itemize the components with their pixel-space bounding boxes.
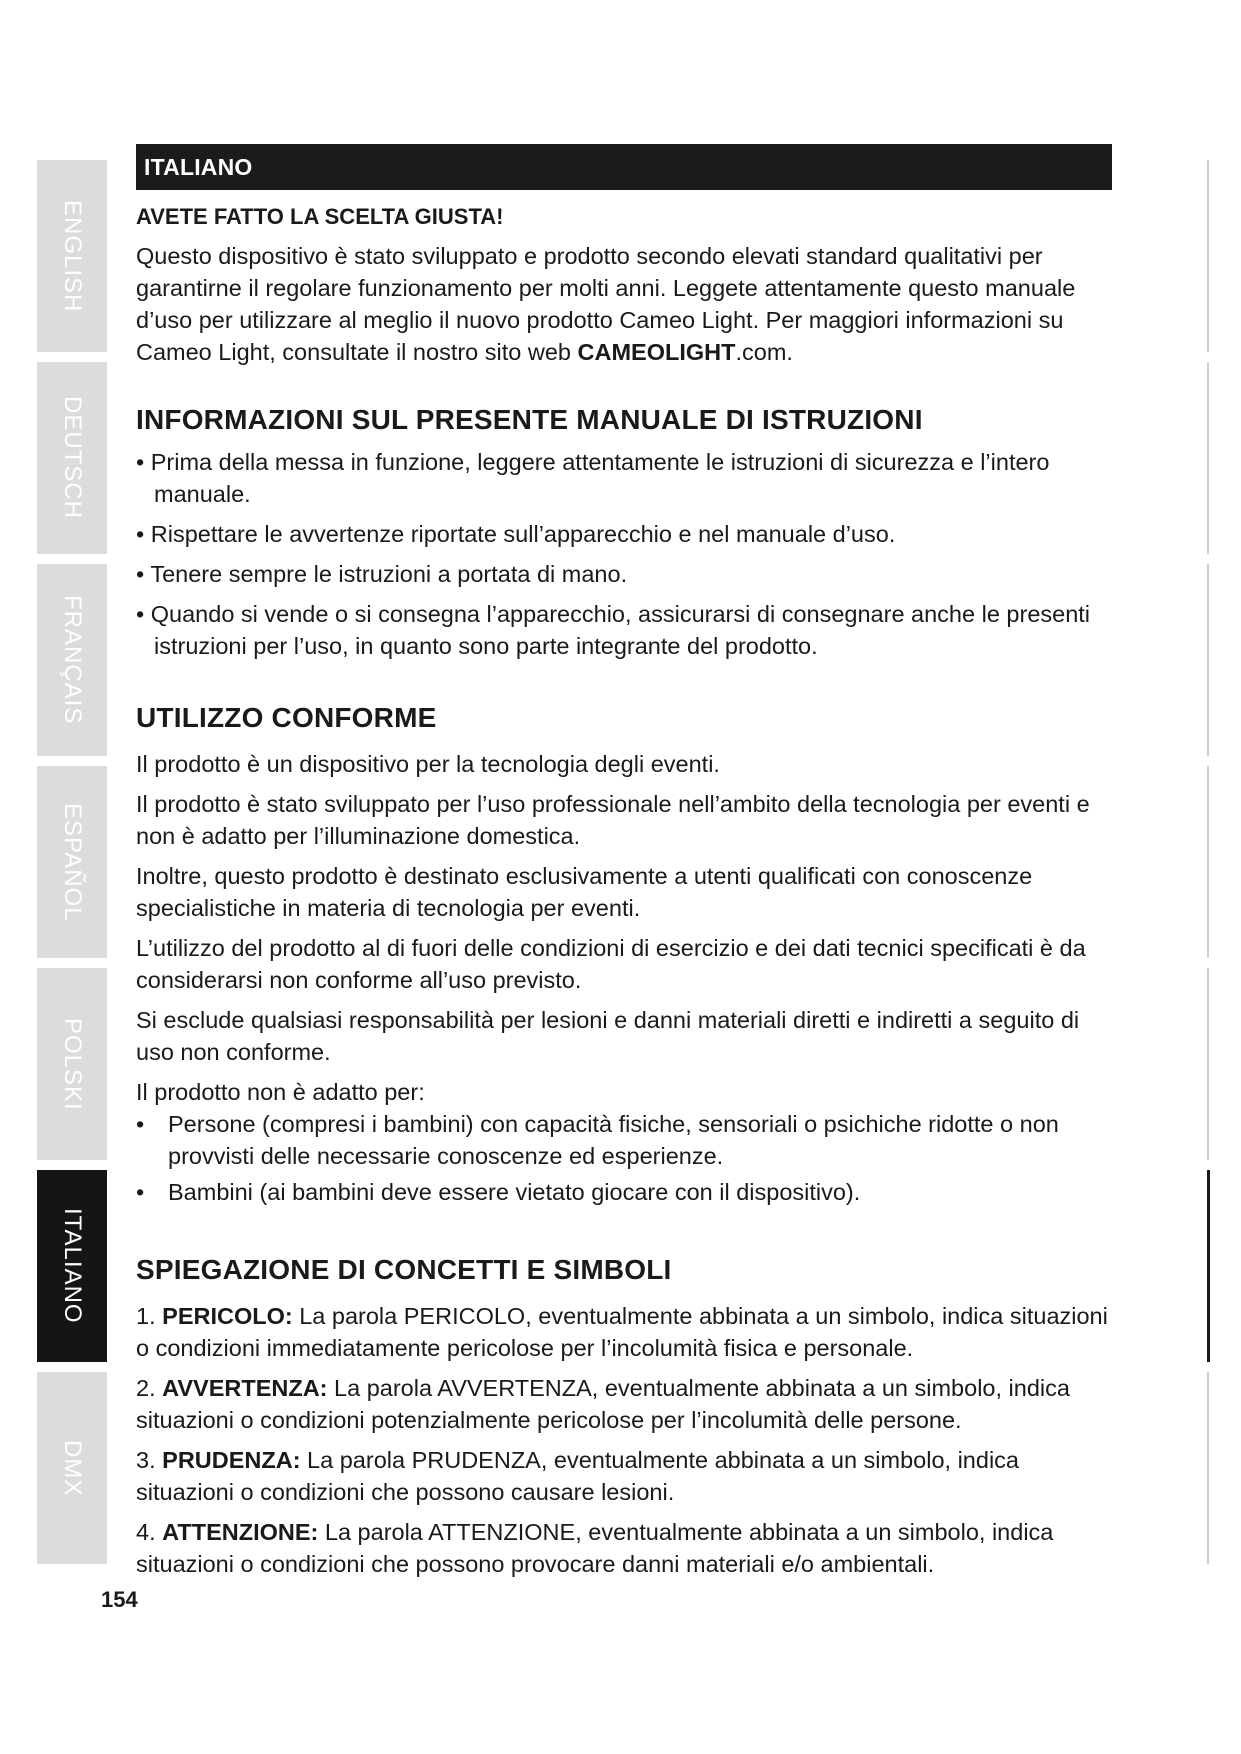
bullet-dot: •: [136, 1179, 145, 1205]
tab-english[interactable]: ENGLISH: [37, 160, 107, 352]
definition-item: 1. PERICOLO: La parola PERICOLO, eventualmente abbinata a un simbolo, indica situazioni o condizioni immediatamente pericolose per l’incolumità fisica e personale.: [136, 1303, 1108, 1361]
edge-line-deutsch: [1207, 362, 1209, 554]
website-suffix: .com.: [735, 339, 793, 365]
definition-item: 4. ATTENZIONE: La parola ATTENZIONE, eventualmente abbinata a un simbolo, indica situazioni o condizioni che possono provocare danni materiali e/o ambientali.: [136, 1519, 1054, 1577]
list-item: • Tenere sempre le istruzioni a portata di mano.: [136, 561, 628, 587]
definition-term: PRUDENZA:: [162, 1447, 301, 1473]
paragraph: Si esclude qualsiasi responsabilità per lesioni e danni materiali diretti e indiretti a seguito di uso non conforme.: [136, 1007, 1080, 1065]
paragraph: Inoltre, questo prodotto è destinato esclusivamente a utenti qualificati con conoscenze specialistiche in materia di tecnologia per eventi.: [136, 863, 1033, 921]
definition-item: 2. AVVERTENZA: La parola AVVERTENZA, eventualmente abbinata a un simbolo, indica situazioni o condizioni potenzialmente pericolose per l’incolumità delle persone.: [136, 1375, 1070, 1433]
language-header-bar: ITALIANO: [136, 144, 1112, 190]
list-item: • Rispettare le avvertenze riportate sull’apparecchio e nel manuale d’uso.: [136, 521, 896, 547]
not-suitable-list: [136, 1108, 1112, 1208]
edge-line-english: [1207, 160, 1209, 352]
intro-text: Questo dispositivo è stato sviluppato e prodotto secondo elevati standard qualitativi per garantirne il regolare funzionamento per molti anni. Leggete attentamente questo manuale d’uso per utilizzare al meglio il nuovo prodotto Cameo Light. Per maggiori informazioni su Cameo Light, consultate il nostro sito web: [136, 243, 1076, 365]
bullet-dot: •: [136, 1111, 145, 1137]
list-item: • Bambini (ai bambini deve essere vietato giocare con il dispositivo).: [136, 1176, 1112, 1208]
section-title-manual-info: INFORMAZIONI SUL PRESENTE MANUALE DI ISTRUZIONI: [136, 404, 923, 435]
intro-paragraph: [136, 240, 1112, 368]
paragraph: Il prodotto è un dispositivo per la tecnologia degli eventi.: [136, 751, 720, 777]
paragraph: Il prodotto non è adatto per:: [136, 1079, 425, 1105]
manual-info-list: [136, 446, 1112, 662]
edge-line-espanol: [1207, 766, 1209, 958]
section-title-intended-use: UTILIZZO CONFORME: [136, 702, 437, 733]
tab-dmx[interactable]: DMX: [37, 1372, 107, 1564]
list-item: • Quando si vende o si consegna l’apparecchio, assicurarsi di consegnare anche le presenti istruzioni per l’uso, in quanto sono parte integrante del prodotto.: [136, 601, 1091, 659]
tab-polski[interactable]: POLSKI: [37, 968, 107, 1160]
section-title-symbols: SPIEGAZIONE DI CONCETTI E SIMBOLI: [136, 1254, 672, 1285]
edge-line-polski: [1207, 968, 1209, 1160]
page-number: 154: [101, 1587, 138, 1612]
edge-line-italiano: [1207, 1170, 1210, 1362]
definition-term: PERICOLO:: [162, 1303, 293, 1329]
definition-term: ATTENZIONE:: [162, 1519, 319, 1545]
definition-term: AVVERTENZA:: [162, 1375, 328, 1401]
tab-francais[interactable]: FRANÇAIS: [37, 564, 107, 756]
main-content: [136, 144, 1112, 1580]
edge-line-francais: [1207, 564, 1209, 756]
definition-item: 3. PRUDENZA: La parola PRUDENZA, eventualmente abbinata a un simbolo, indica situazioni o condizioni che possono causare lesioni.: [136, 1447, 1019, 1505]
website-brand: CAMEOLIGHT: [577, 339, 736, 365]
paragraph: L’utilizzo del prodotto al di fuori delle condizioni di esercizio e dei dati tecnici specificati è da considerarsi non conforme all’uso previsto.: [136, 935, 1086, 993]
paragraph: Il prodotto è stato sviluppato per l’uso professionale nell’ambito della tecnologia per eventi e non è adatto per l’illuminazione domestica.: [136, 791, 1090, 849]
list-item: • Prima della messa in funzione, leggere attentamente le istruzioni di sicurezza e l’intero manuale.: [136, 449, 1050, 507]
tab-italiano[interactable]: ITALIANO: [37, 1170, 107, 1362]
tab-espanol[interactable]: ESPAÑOL: [37, 766, 107, 958]
edge-line-dmx: [1207, 1372, 1209, 1564]
tagline: AVETE FATTO LA SCELTA GIUSTA!: [136, 204, 504, 229]
list-item: • Persone (compresi i bambini) con capacità fisiche, sensoriali o psichiche ridotte o non provvisti delle necessarie conoscenze ed esperienze.: [136, 1108, 1112, 1172]
tab-deutsch[interactable]: DEUTSCH: [37, 362, 107, 554]
